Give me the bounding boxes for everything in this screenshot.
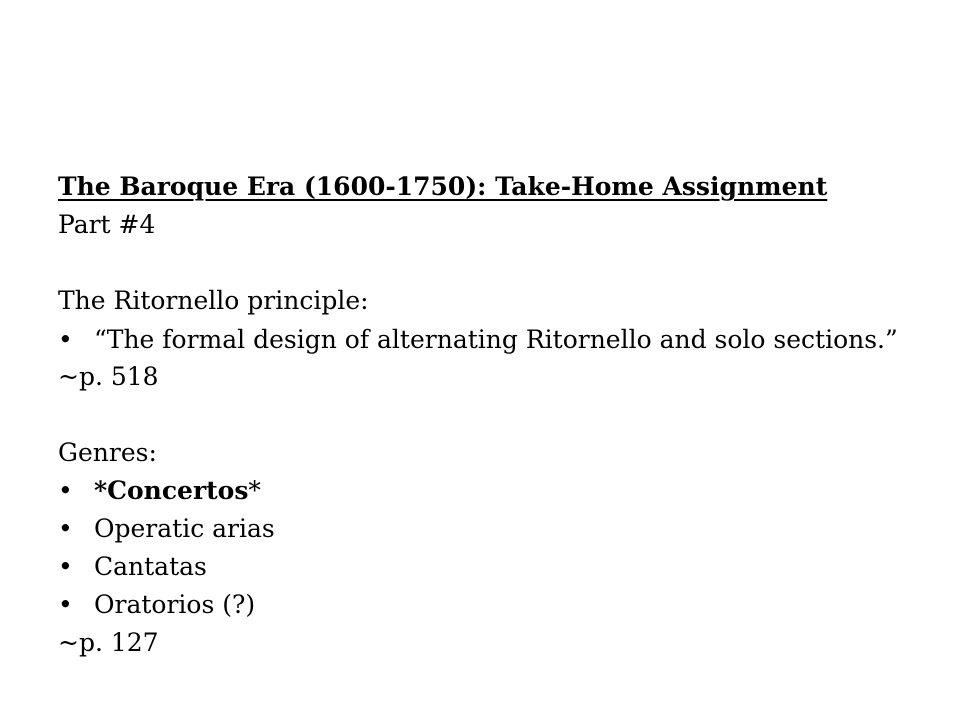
genre-oratorios: Oratorios (?) — [94, 590, 256, 619]
genres-page-ref: ~p. 127 — [58, 628, 159, 657]
ritornello-quote-item — [58, 320, 918, 358]
bullet-icon: • — [58, 514, 73, 543]
bullet-icon: • — [58, 552, 73, 581]
genre-concertos-bold: *Concertos — [94, 476, 249, 505]
slide-content — [58, 168, 918, 662]
list-item — [58, 472, 918, 510]
list-item — [58, 548, 918, 586]
genre-concertos-asterisk: * — [248, 476, 261, 505]
ritornello-heading: The Ritornello principle: — [58, 286, 369, 315]
list-item — [58, 510, 918, 548]
genres-heading: Genres: — [58, 438, 157, 467]
bullet-icon: • — [58, 325, 73, 354]
list-item — [58, 586, 918, 624]
part-number: Part #4 — [58, 210, 156, 239]
genres-list — [58, 472, 918, 624]
spacer — [58, 244, 918, 282]
slide-title: The Baroque Era (1600-1750): Take-Home Assignment — [58, 172, 828, 201]
bullet-icon: • — [58, 476, 73, 505]
ritornello-page-ref: ~p. 518 — [58, 362, 159, 391]
genre-cantatas: Cantatas — [94, 552, 207, 581]
ritornello-list — [58, 320, 918, 358]
bullet-icon: • — [58, 590, 73, 619]
ritornello-quote: “The formal design of alternating Ritornello and solo sections.” — [94, 325, 898, 354]
spacer — [58, 396, 918, 434]
genre-operatic-arias: Operatic arias — [94, 514, 275, 543]
